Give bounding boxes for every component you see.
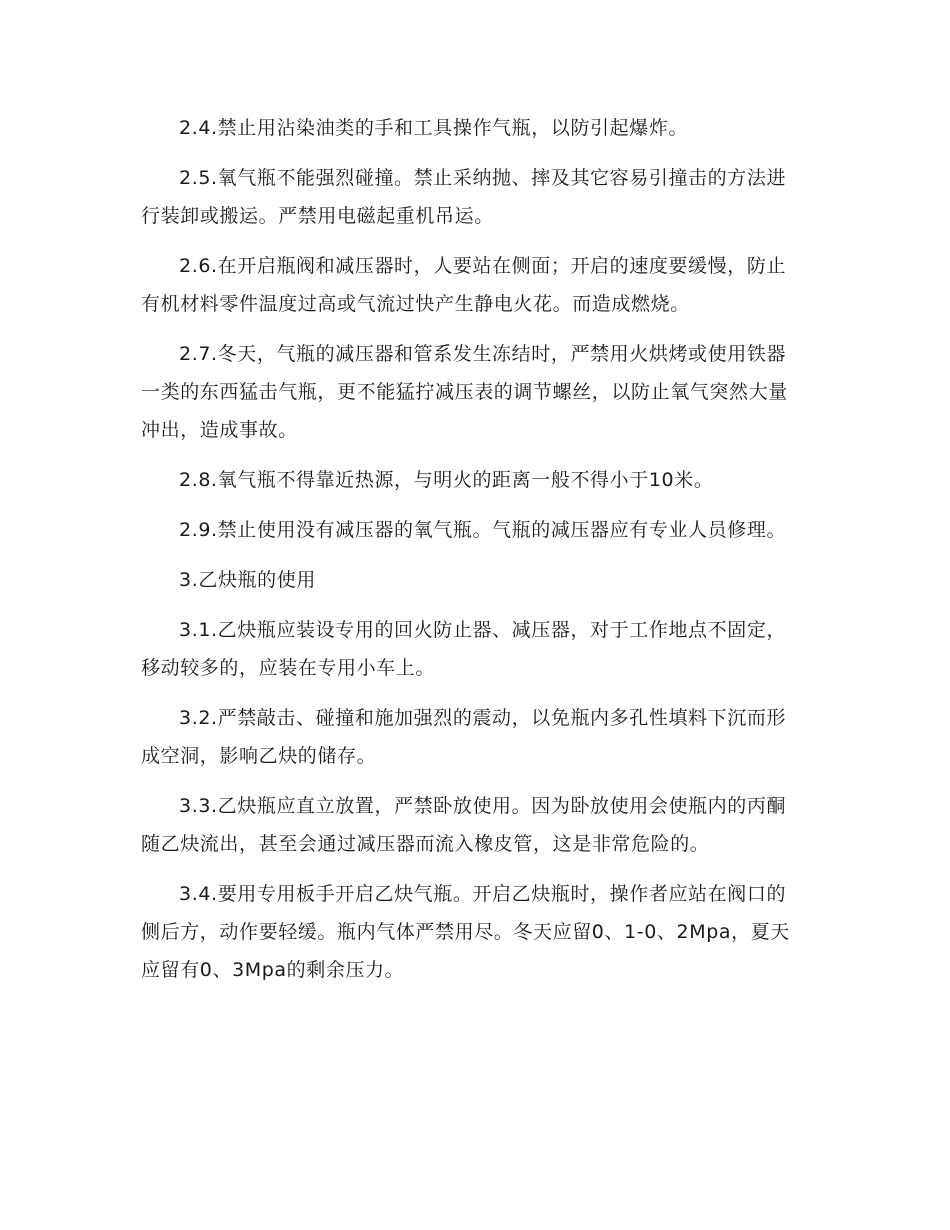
paragraph-3-4: 3.4.要用专用板手开启乙炔气瓶。开启乙炔瓶时，操作者应站在阀口的侧后方，动作要轻缓。瓶内气体严禁用尽。冬天应留0、1-0、2Mpa，夏天应留有0、3Mpa的剩余压力。 <box>141 883 790 981</box>
paragraph-2-6: 2.6.在开启瓶阀和减压器时，人要站在侧面；开启的速度要缓慢，防止有机材料零件温度过高或气流过快产生静电火花。而造成燃烧。 <box>141 255 787 315</box>
paragraph-3-1: 3.1.乙炔瓶应装设专用的回火防止器、减压器，对于工作地点不固定，移动较多的，应装在专用小车上。 <box>141 619 787 679</box>
paragraph-3-3: 3.3.乙炔瓶应直立放置，严禁卧放使用。因为卧放使用会使瓶内的丙酮随乙炔流出，甚至会通过减压器而流入橡皮管，这是非常危险的。 <box>141 795 787 855</box>
paragraph-2-9: 2.9.禁止使用没有减压器的氧气瓶。气瓶的减压器应有专业人员修理。 <box>179 519 787 541</box>
paragraph-2-8: 2.8.氧气瓶不得靠近热源，与明火的距离一般不得小于10米。 <box>179 469 714 491</box>
document-body <box>141 109 799 1001</box>
paragraph-2-4: 2.4.禁止用沾染油类的手和工具操作气瓶，以防引起爆炸。 <box>179 117 689 139</box>
section-heading-3: 3.乙炔瓶的使用 <box>179 569 316 591</box>
paragraph-2-5: 2.5.氧气瓶不能强烈碰撞。禁止采纳抛、摔及其它容易引撞击的方法进行装卸或搬运。严禁用电磁起重机吊运。 <box>141 167 787 227</box>
paragraph-3-2: 3.2.严禁敲击、碰撞和施加强烈的震动，以免瓶内多孔性填料下沉而形成空洞，影响乙炔的储存。 <box>141 707 787 767</box>
paragraph-2-7: 2.7.冬天，气瓶的减压器和管系发生冻结时，严禁用火烘烤或使用铁器一类的东西猛击气瓶，更不能猛拧减压表的调节螺丝，以防止氧气突然大量冲出，造成事故。 <box>141 343 788 441</box>
